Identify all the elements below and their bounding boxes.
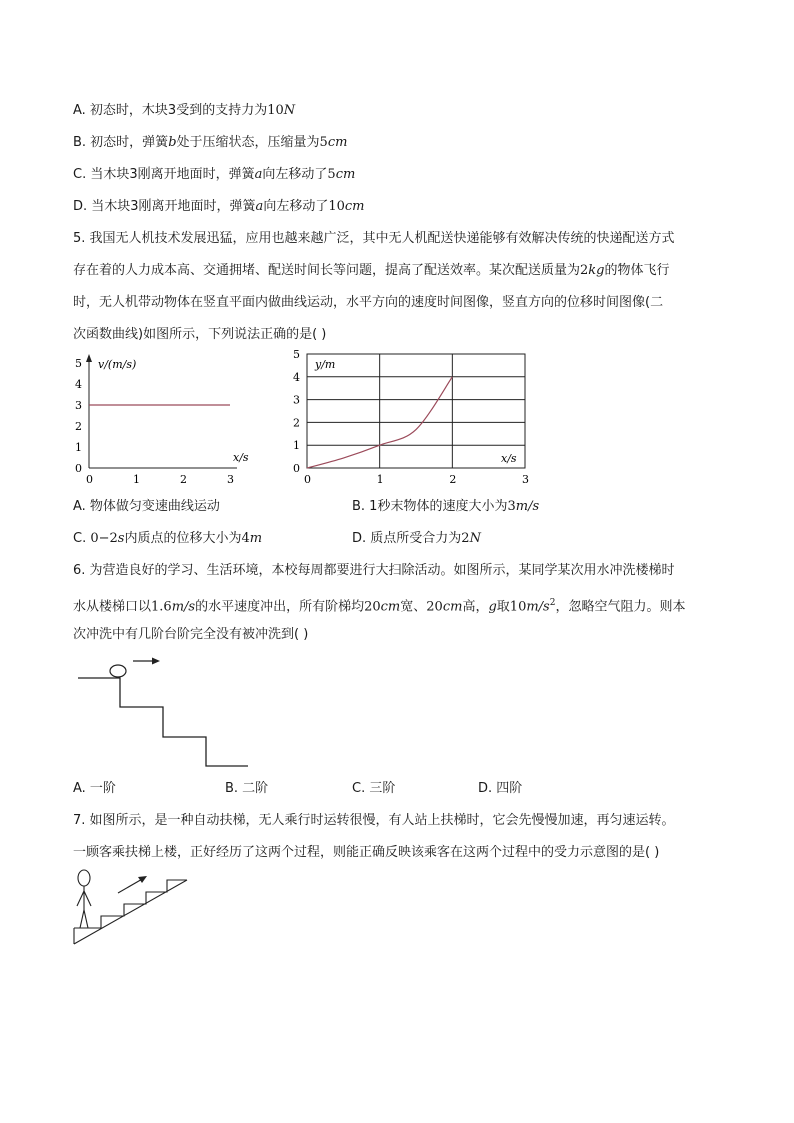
chart2-ytick-label: 1: [293, 439, 300, 453]
q4-option-d: D. 当木块3刚离开地面时，弹簧a向左移动了10cm: [73, 199, 365, 214]
chart1-ytick-label: 3: [75, 399, 82, 412]
person-head: [78, 870, 90, 886]
chart2-ytick-label: 5: [293, 348, 300, 361]
chart2-xtick-label: 2: [449, 473, 457, 486]
chart1-xtick-label: 1: [133, 473, 140, 486]
chart2-xtick-label: 3: [522, 473, 530, 486]
escalator-steps: [74, 880, 187, 928]
staircase-figure: [70, 650, 260, 775]
chart2-ytick-label: 0: [293, 462, 300, 475]
stairs-outline: [78, 678, 248, 766]
person-leg-right: [84, 910, 88, 928]
chart2-ylabel: y/m: [315, 358, 336, 371]
chart1-xlabel: x/s: [233, 451, 249, 464]
q6-option-b: B. 二阶: [225, 781, 269, 796]
chart1-ylabel: v/(m/s): [98, 358, 137, 371]
y-t-chart: [285, 346, 535, 488]
chart2-ytick-label: 2: [293, 416, 300, 430]
chart2-ytick-label: 3: [293, 393, 300, 407]
q6-option-c: C. 三阶: [352, 781, 396, 796]
q4-option-c: C. 当木块3刚离开地面时，弹簧a向左移动了5cm: [73, 167, 356, 182]
q5-stem-line3: 时，无人机带动物体在竖直平面内做曲线运动，水平方向的速度时间图像，竖直方向的位移时间图像(二: [73, 295, 664, 310]
q5-stem-line4: 次函数曲线)如图所示，下列说法正确的是( ): [73, 327, 327, 342]
q5-stem-line1: 5. 我国无人机技术发展迅猛，应用也越来越广泛，其中无人机配送快递能够有效解决传统的快递配送方式: [73, 231, 675, 246]
q4-option-b: B. 初态时，弹簧b处于压缩状态，压缩量为5cm: [73, 135, 348, 150]
chart1-xtick-label: 3: [227, 473, 234, 486]
velocity-arrow-head: [152, 658, 160, 665]
escalator-figure: [66, 866, 196, 948]
q6-stem-line2: 水从楼梯口以1.6m/s的水平速度冲出，所有阶梯均20cm宽、20cm高，g取$10m/s^2$，忽略空气阻力。则本: [73, 598, 686, 615]
q6-option-a: A. 一阶: [73, 781, 116, 796]
q5-option-d: D. 质点所受合力为2N: [352, 531, 481, 546]
q4-option-a: A. 初态时，木块3受到的支持力为10N: [73, 103, 296, 118]
person-arm-right: [84, 891, 91, 906]
chart1-ytick-label: 5: [75, 357, 82, 370]
person-arm-left: [77, 891, 84, 906]
chart1-xtick-label: 0: [86, 473, 93, 486]
chart2-xtick-label: 1: [376, 473, 384, 486]
chart2-frame: [307, 354, 525, 468]
chart2-ytick-label: 4: [293, 370, 300, 384]
q5-stem-line2: 存在着的人力成本高、交通拥堵、配送时间长等问题，提高了配送效率。某次配送质量为2kg的物体飞行: [73, 263, 670, 278]
person-leg-left: [80, 910, 84, 928]
escalator-slope: [74, 880, 187, 944]
chart1-xtick-label: 2: [180, 473, 187, 486]
q5-option-c: C. 0−2s内质点的位移大小为4m: [73, 531, 263, 546]
q7-stem-line2: 一顾客乘扶梯上楼，正好经历了这两个过程，则能正确反映该乘客在这两个过程中的受力示意图的是( ): [73, 845, 660, 860]
chart1-y-arrow: [86, 354, 92, 362]
q5-option-b: B. 1秒末物体的速度大小为3m/s: [352, 499, 540, 514]
vx-t-chart: [60, 348, 280, 488]
motion-arrow-head: [138, 876, 147, 883]
chart1-ytick-label: 4: [75, 378, 82, 391]
chart1-ytick-label: 0: [75, 462, 82, 475]
q7-stem-line1: 7. 如图所示，是一种自动扶梯，无人乘行时运转很慢，有人站上扶梯时，它会先慢慢加速，再匀速运转。: [73, 813, 675, 828]
water-nozzle: [110, 665, 126, 677]
motion-arrow-line: [118, 878, 144, 893]
chart1-ytick-label: 1: [75, 441, 82, 454]
chart1-ytick-label: 2: [75, 420, 82, 433]
chart2-xlabel: x/s: [501, 452, 517, 465]
q6-option-d: D. 四阶: [478, 781, 523, 796]
q6-stem-line3: 次冲洗中有几阶台阶完全没有被冲洗到( ): [73, 627, 309, 642]
chart2-xtick-label: 0: [304, 473, 311, 486]
q5-option-a: A. 物体做匀变速曲线运动: [73, 499, 220, 514]
q6-stem-line1: 6. 为营造良好的学习、生活环境，本校每周都要进行大扫除活动。如图所示，某同学某次用水冲洗楼梯时: [73, 563, 675, 578]
